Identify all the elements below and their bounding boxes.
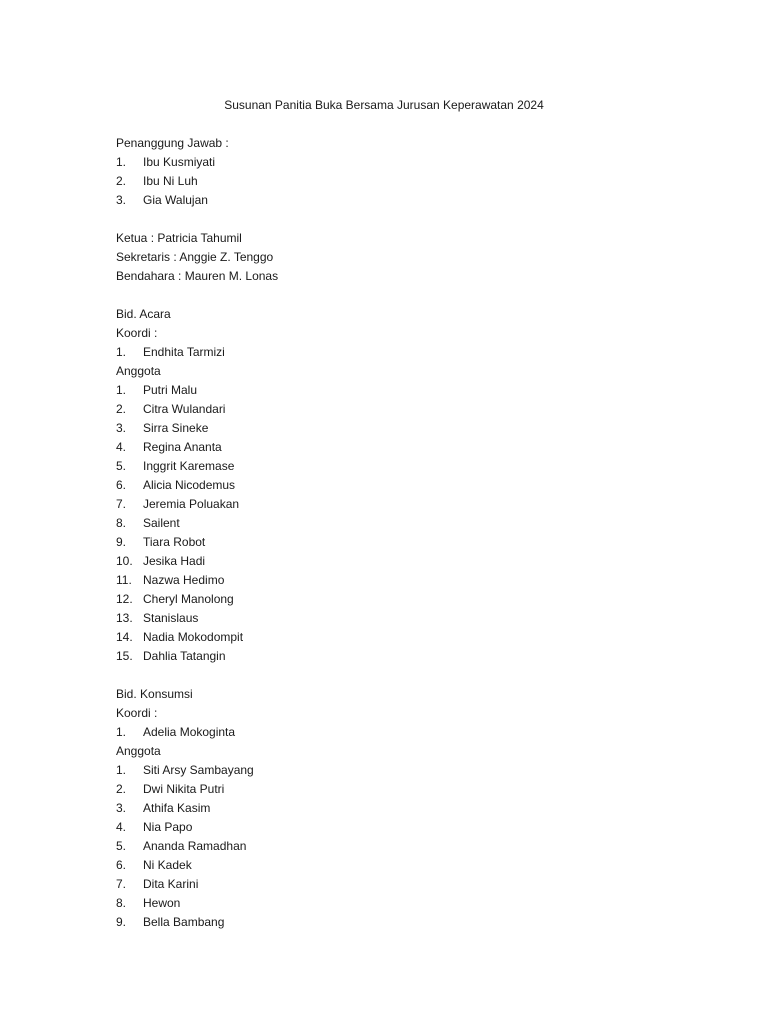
list-item-name: Athifa Kasim [143, 801, 211, 815]
penanggung-jawab-list [116, 153, 676, 210]
bid-acara-heading: Bid. Acara [116, 307, 171, 321]
list-item-name: Siti Arsy Sambayang [143, 763, 254, 777]
bendahara-line: Bendahara : Mauren M. Lonas [116, 269, 279, 283]
list-item [116, 172, 676, 191]
list-item-name: Regina Ananta [143, 440, 222, 454]
list-item-name: Tiara Robot [143, 535, 206, 549]
list-item-name: Jeremia Poluakan [143, 497, 240, 511]
list-item-number: 1. [116, 345, 127, 359]
list-item-number: 1. [116, 725, 127, 739]
document-content [116, 134, 676, 932]
list-item-name: Adelia Mokoginta [143, 725, 236, 739]
list-item-number: 13. [116, 611, 133, 625]
bid-acara-koordi-list [116, 343, 676, 362]
list-item-number: 1. [116, 155, 127, 169]
list-item [116, 381, 676, 400]
list-item-number: 10. [116, 554, 133, 568]
list-item [116, 153, 676, 172]
list-item [116, 856, 676, 875]
list-item-name: Dwi Nikita Putri [143, 782, 225, 796]
list-item-number: 7. [116, 877, 127, 891]
list-item-name: Nia Papo [143, 820, 193, 834]
list-item-name: Inggrit Karemase [143, 459, 235, 473]
list-item-number: 4. [116, 440, 127, 454]
document-title: Susunan Panitia Buka Bersama Jurusan Keperawatan 2024 [224, 98, 544, 112]
list-item-number: 15. [116, 649, 133, 663]
penanggung-jawab-heading: Penanggung Jawab : [116, 136, 229, 150]
list-item [116, 894, 676, 913]
list-item-name: Stanislaus [143, 611, 199, 625]
list-item-name: Ni Kadek [143, 858, 192, 872]
list-item [116, 438, 676, 457]
ketua-line: Ketua : Patricia Tahumil [116, 231, 242, 245]
spacer [116, 286, 676, 305]
bid-acara-anggota-label: Anggota [116, 364, 161, 378]
list-item [116, 476, 676, 495]
list-item [116, 419, 676, 438]
list-item [116, 818, 676, 837]
list-item-number: 2. [116, 174, 127, 188]
bid-konsumsi-heading: Bid. Konsumsi [116, 687, 193, 701]
list-item [116, 799, 676, 818]
spacer [116, 666, 676, 685]
list-item-number: 5. [116, 459, 127, 473]
list-item [116, 571, 676, 590]
list-item-name: Ibu Kusmiyati [143, 155, 216, 169]
list-item [116, 552, 676, 571]
list-item-number: 6. [116, 858, 127, 872]
list-item-name: Jesika Hadi [143, 554, 206, 568]
bid-acara-koordi-label: Koordi : [116, 326, 158, 340]
list-item-name: Cheryl Manolong [143, 592, 234, 606]
list-item [116, 647, 676, 666]
list-item [116, 457, 676, 476]
list-item-number: 7. [116, 497, 127, 511]
list-item-name: Sailent [143, 516, 180, 530]
list-item-number: 3. [116, 421, 127, 435]
list-item [116, 191, 676, 210]
list-item [116, 495, 676, 514]
list-item-name: Dita Karini [143, 877, 199, 891]
list-item [116, 533, 676, 552]
list-item-name: Citra Wulandari [143, 402, 226, 416]
list-item-number: 1. [116, 763, 127, 777]
bid-konsumsi-anggota-label: Anggota [116, 744, 161, 758]
list-item-name: Bella Bambang [143, 915, 225, 929]
list-item-name: Gia Walujan [143, 193, 208, 207]
list-item-name: Nadia Mokodompit [143, 630, 244, 644]
list-item [116, 590, 676, 609]
list-item [116, 780, 676, 799]
list-item-name: Ananda Ramadhan [143, 839, 247, 853]
list-item [116, 609, 676, 628]
list-item [116, 628, 676, 647]
list-item-name: Endhita Tarmizi [143, 345, 225, 359]
bid-konsumsi-koordi-label: Koordi : [116, 706, 158, 720]
list-item-number: 3. [116, 801, 127, 815]
list-item-number: 2. [116, 782, 127, 796]
list-item-number: 6. [116, 478, 127, 492]
list-item-name: Hewon [143, 896, 181, 910]
list-item-number: 14. [116, 630, 133, 644]
list-item-number: 1. [116, 383, 127, 397]
bid-konsumsi-anggota-list [116, 761, 676, 932]
list-item-name: Dahlia Tatangin [143, 649, 226, 663]
bid-acara-anggota-list [116, 381, 676, 666]
sekretaris-line: Sekretaris : Anggie Z. Tenggo [116, 250, 274, 264]
list-item [116, 761, 676, 780]
list-item-number: 11. [116, 573, 132, 587]
spacer [116, 210, 676, 229]
list-item [116, 343, 676, 362]
list-item-name: Alicia Nicodemus [143, 478, 236, 492]
list-item [116, 837, 676, 856]
list-item [116, 913, 676, 932]
list-item-number: 8. [116, 896, 127, 910]
list-item-name: Ibu Ni Luh [143, 174, 198, 188]
list-item [116, 400, 676, 419]
list-item-number: 12. [116, 592, 133, 606]
list-item-number: 4. [116, 820, 127, 834]
list-item-number: 8. [116, 516, 127, 530]
list-item [116, 875, 676, 894]
list-item-number: 5. [116, 839, 127, 853]
list-item-number: 9. [116, 535, 127, 549]
list-item-number: 9. [116, 915, 127, 929]
list-item-name: Putri Malu [143, 383, 198, 397]
list-item-name: Sirra Sineke [143, 421, 209, 435]
bid-konsumsi-koordi-list [116, 723, 676, 742]
list-item-number: 2. [116, 402, 127, 416]
list-item [116, 723, 676, 742]
list-item-number: 3. [116, 193, 127, 207]
list-item-name: Nazwa Hedimo [143, 573, 225, 587]
list-item [116, 514, 676, 533]
